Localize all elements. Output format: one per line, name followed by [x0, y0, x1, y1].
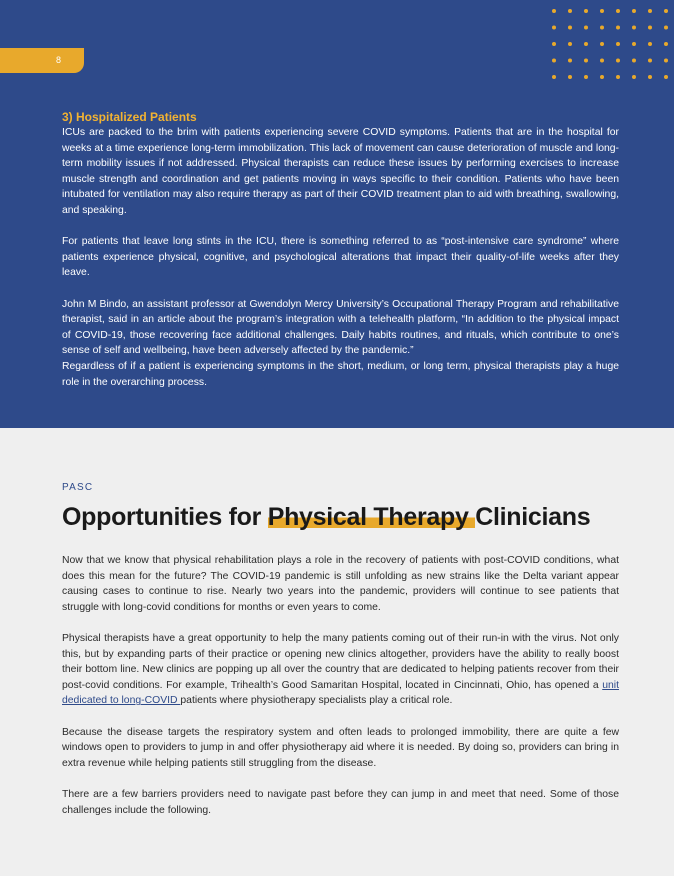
paragraph: Now that we know that physical rehabilitation plays a role in the recovery of patients with post-COVID conditions, what does this mean for the future? The COVID-19 pandemic is still unfolding as new strains like the Delta variant appear causing cases to continue to rise. Nearly two years into the pandemic, providers will continue to see patients that struggle with long-covid conditions for months or even years to come.: [62, 555, 619, 613]
dot-icon: [552, 59, 556, 63]
dot-icon: [584, 42, 588, 46]
title-highlight: Physical Therapy: [267, 503, 476, 531]
dot-icon: [632, 75, 636, 79]
dot-icon: [648, 9, 652, 13]
dot-icon: [616, 9, 620, 13]
dot-icon: [552, 26, 556, 30]
paragraph: [62, 631, 619, 709]
dot-icon: [616, 26, 620, 30]
dot-icon: [664, 26, 668, 30]
dot-icon: [600, 9, 604, 13]
dot-icon: [552, 75, 556, 79]
dot-icon: [600, 75, 604, 79]
dot-icon: [664, 75, 668, 79]
dot-icon: [600, 26, 604, 30]
paragraph-text: patients where physiotherapy specialists play a critical role.: [180, 695, 453, 707]
article-body: [62, 553, 619, 818]
quote-paragraph: John M Bindo, an assistant professor at Gwendolyn Mercy University’s Occupational Therapy Program and rehabilitative therapist, said in an article about the program’s integration with a telehealth platform, “In addition to the physical impact of COVID-19, those recovering face additional challenges. Daily habits routines, and rituals, which contribute to one’s sense of self and wellbeing, have been adversely affected by the pandemic.”: [62, 298, 619, 357]
hospitalized-patients-section: [62, 109, 619, 390]
dot-icon: [648, 75, 652, 79]
decorative-dot-grid: [548, 5, 672, 81]
dot-icon: [584, 75, 588, 79]
dot-icon: [616, 59, 620, 63]
dot-icon: [632, 59, 636, 63]
dot-icon: [664, 9, 668, 13]
page-title: [62, 501, 619, 533]
dot-icon: [616, 42, 620, 46]
dot-icon: [584, 26, 588, 30]
dot-icon: [568, 75, 572, 79]
section-heading: 3) Hospitalized Patients: [62, 110, 197, 124]
dot-icon: [584, 59, 588, 63]
dot-icon: [632, 26, 636, 30]
section-eyebrow: PASC: [62, 482, 94, 493]
paragraph: For patients that leave long stints in the ICU, there is something referred to as “post-intensive care syndrome” where patients experience physical, cognitive, and psychological alterations that impact their quality-of-life weeks after they leave.: [62, 236, 619, 279]
title-text: Opportunities for: [62, 503, 268, 531]
paragraph: Regardless of if a patient is experiencing symptoms in the short, medium, or long term, physical therapists play a huge role in the overarching process.: [62, 360, 619, 388]
page-number: 8: [56, 55, 62, 65]
dot-icon: [648, 26, 652, 30]
dot-icon: [632, 42, 636, 46]
dot-icon: [600, 42, 604, 46]
dot-icon: [552, 42, 556, 46]
top-banner-section: [0, 0, 674, 428]
dot-icon: [664, 59, 668, 63]
dot-icon: [568, 9, 572, 13]
dot-icon: [648, 59, 652, 63]
long-covid-unit-link[interactable]: unit dedicated to long-COVID: [62, 679, 619, 707]
dot-icon: [568, 59, 572, 63]
dot-icon: [568, 42, 572, 46]
paragraph: Because the disease targets the respiratory system and often leads to prolonged immobility, there are quite a few windows open to providers to jump in and offer physiotherapy aid where it is needed. By doing so, providers can bring in extra revenue while helping patients still struggling from the disease.: [62, 726, 619, 769]
dot-icon: [584, 9, 588, 13]
dot-icon: [552, 9, 556, 13]
dot-pattern-icon: [548, 5, 672, 81]
paragraph-text: Physical therapists have a great opportunity to help the many patients coming out of their run-in with the virus. Not only this, but by expanding parts of their practice or opening new clinics altogether, providers have the ability to really boost their bottom line. New clinics are popping up all over the country that are dedicated to helping patients recover from their post-covid conditions. For example, Trihealth’s Good Samaritan Hospital, located in Cincinnati, Ohio, has opened a: [62, 632, 619, 691]
opportunities-section: [62, 482, 619, 834]
paragraph: ICUs are packed to the brim with patients experiencing severe COVID symptoms. Patients that are in the hospital for weeks at a time experience long-term immobilization. This lack of movement can cause deterioration of muscle and long-term mobility issues if not addressed. Physical therapists can reduce these issues by performing exercises to increase muscle strength and coordination and get patients moving in ways specific to their condition. Patients who have been intubated for ventilation may also require therapy as part of their COVID treatment plan to aid with breathing, swallowing, and speaking.: [62, 127, 619, 216]
page-number-tab: [0, 48, 84, 73]
dot-icon: [568, 26, 572, 30]
paragraph: There are a few barriers providers need to navigate past before they can jump in and meet that need. Some of those challenges include the following.: [62, 788, 619, 816]
dot-icon: [632, 9, 636, 13]
dot-icon: [616, 75, 620, 79]
title-text: Clinicians: [475, 503, 591, 531]
dot-icon: [664, 42, 668, 46]
dot-icon: [648, 42, 652, 46]
dot-icon: [600, 59, 604, 63]
